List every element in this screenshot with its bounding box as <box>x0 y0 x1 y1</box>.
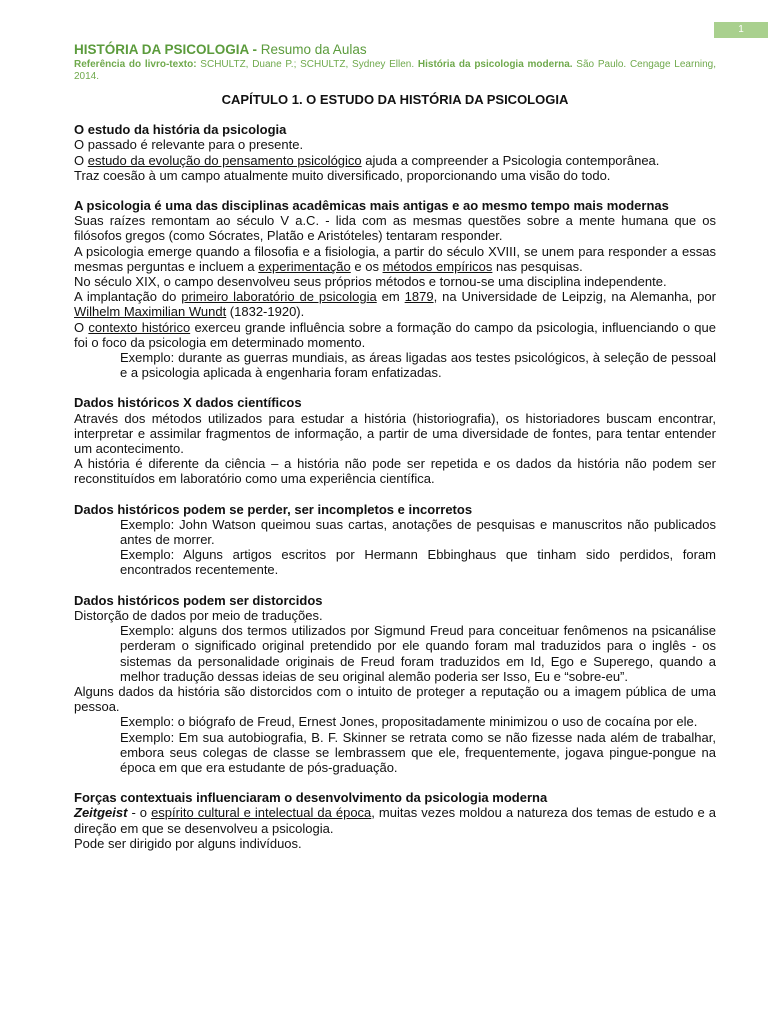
example-paragraph: Exemplo: alguns dos termos utilizados por Sigmund Freud para conceituar fenômenos na psicanálise perderam o significado original pretendido por ele quando foram mal traduzidos para o inglês - os sistemas da personalidade originais de Freud foram traduzidos em Id, Ego e Superego, quando a melhor tradução dessas ideias de seu original alemão poderia ser Isso, Eu e “sobre-eu”. <box>120 623 716 684</box>
example-paragraph: Exemplo: John Watson queimou suas cartas, anotações de pesquisas e manuscritos não publicados antes de morrer. <box>120 516 716 548</box>
header-title <box>74 42 716 58</box>
paragraph: Zeitgeist - o espírito cultural e intelectual da época, muitas vezes moldou a natureza dos temas de estudo e a direção em que se desenvolveu a psicologia. <box>74 805 717 836</box>
underlined-term: estudo da evolução do pensamento psicológico <box>87 152 362 168</box>
section-heading: Dados históricos podem se perder, ser incompletos e incorretos <box>74 501 473 517</box>
underlined-term: contexto histórico <box>88 319 191 335</box>
example-paragraph: Exemplo: o biógrafo de Freud, Ernest Jones, propositadamente minimizou o uso de cocaína por ele. <box>120 714 698 730</box>
section-heading: Dados históricos X dados científicos <box>74 395 302 411</box>
page-number: 1 <box>714 22 768 38</box>
paragraph: Suas raízes remontam ao século V a.C. - lida com as mesmas questões sobre a mente humana que os filósofos gregos (como Sócrates, Platão e Aristóteles) tentaram responder. <box>74 213 716 244</box>
paragraph: A história é diferente da ciência – a história não pode ser repetida e os dados da história não podem ser reconstituídos em laboratório como uma experiência científica. <box>74 456 716 487</box>
reference-book: História da psicologia moderna. <box>417 59 573 70</box>
paragraph: O contexto histórico exerceu grande influência sobre a formação do campo da psicologia, influenciando o que foi o foco da psicologia em determinado momento. <box>74 319 716 350</box>
paragraph: Traz coesão à um campo atualmente muito diversificado, proporcionando uma visão do todo. <box>74 167 611 183</box>
underlined-term: 1879 <box>404 289 434 305</box>
chapter-title: CAPÍTULO 1. O ESTUDO DA HISTÓRIA DA PSICOLOGIA <box>221 92 569 107</box>
paragraph: A implantação do primeiro laboratório de psicologia em 1879, na Universidade de Leipzig, na Alemanha, por Wilhelm Maximilian Wundt (1832-1920). <box>74 289 716 320</box>
document-body <box>74 92 716 851</box>
paragraph: Pode ser dirigido por alguns indivíduos. <box>74 835 302 851</box>
paragraph: Alguns dados da história são distorcidos com o intuito de proteger a reputação ou a imagem pública de uma pessoa. <box>74 683 716 715</box>
example-paragraph: Exemplo: Em sua autobiografia, B. F. Skinner se retrata como se não fizesse nada além de trabalhar, embora seus colegas de classe se lembrassem que ele, frequentemente, jogava pingue-pongue na época em que era estudante de pós-graduação. <box>120 729 716 775</box>
italic-term: Zeitgeist <box>74 805 128 821</box>
header-title-bold: HISTÓRIA DA PSICOLOGIA - <box>74 42 258 57</box>
header-reference <box>74 59 716 83</box>
underlined-term: Wilhelm Maximilian Wundt <box>74 304 227 320</box>
underlined-term: métodos empíricos <box>382 258 493 274</box>
section-heading: Forças contextuais influenciaram o desenvolvimento da psicologia moderna <box>74 790 548 806</box>
underlined-term: primeiro laboratório de psicologia <box>181 289 377 305</box>
reference-label: Referência do livro-texto: <box>74 59 197 70</box>
section-heading: A psicologia é uma das disciplinas acadêmicas mais antigas e ao mesmo tempo mais modernas <box>74 198 669 214</box>
reference-publisher: São Paulo. Cengage Learning, 2014. <box>74 59 716 82</box>
section-heading: O estudo da história da psicologia <box>74 122 287 138</box>
paragraph: Distorção de dados por meio de traduções. <box>74 607 323 623</box>
header-title-rest: Resumo da Aulas <box>257 42 367 57</box>
paragraph: O estudo da evolução do pensamento psicológico ajuda a compreender a Psicologia contemporânea. <box>74 152 660 168</box>
underlined-term: espírito cultural e intelectual da época <box>151 805 372 821</box>
underlined-term: experimentação <box>258 258 351 274</box>
paragraph: A psicologia emerge quando a filosofia e a fisiologia, a partir do século XVIII, se unem para responder a essas mesmas perguntas e incluem a experimentação e os métodos empíricos nas pesquisas. <box>74 243 716 274</box>
document-header <box>74 42 716 83</box>
paragraph: O passado é relevante para o presente. <box>74 137 304 153</box>
paragraph: No século XIX, o campo desenvolveu seus próprios métodos e tornou-se uma disciplina independente. <box>74 274 667 290</box>
example-paragraph: Exemplo: durante as guerras mundiais, as áreas ligadas aos testes psicológicos, à seleção de pessoal e a psicologia aplicada à engenharia foram enfatizadas. <box>120 350 716 381</box>
example-paragraph: Exemplo: Alguns artigos escritos por Hermann Ebbinghaus que tinham sido perdidos, foram encontrados recentemente. <box>120 547 716 578</box>
reference-authors: SCHULTZ, Duane P.; SCHULTZ, Sydney Ellen. <box>196 59 418 70</box>
section-heading: Dados históricos podem ser distorcidos <box>74 592 323 608</box>
paragraph: Através dos métodos utilizados para estudar a história (historiografia), os historiadores buscam encontrar, interpretar e assimilar fragmentos de informação, a partir de uma diversidade de fontes, para tentar entender um acontecimento. <box>74 410 716 457</box>
